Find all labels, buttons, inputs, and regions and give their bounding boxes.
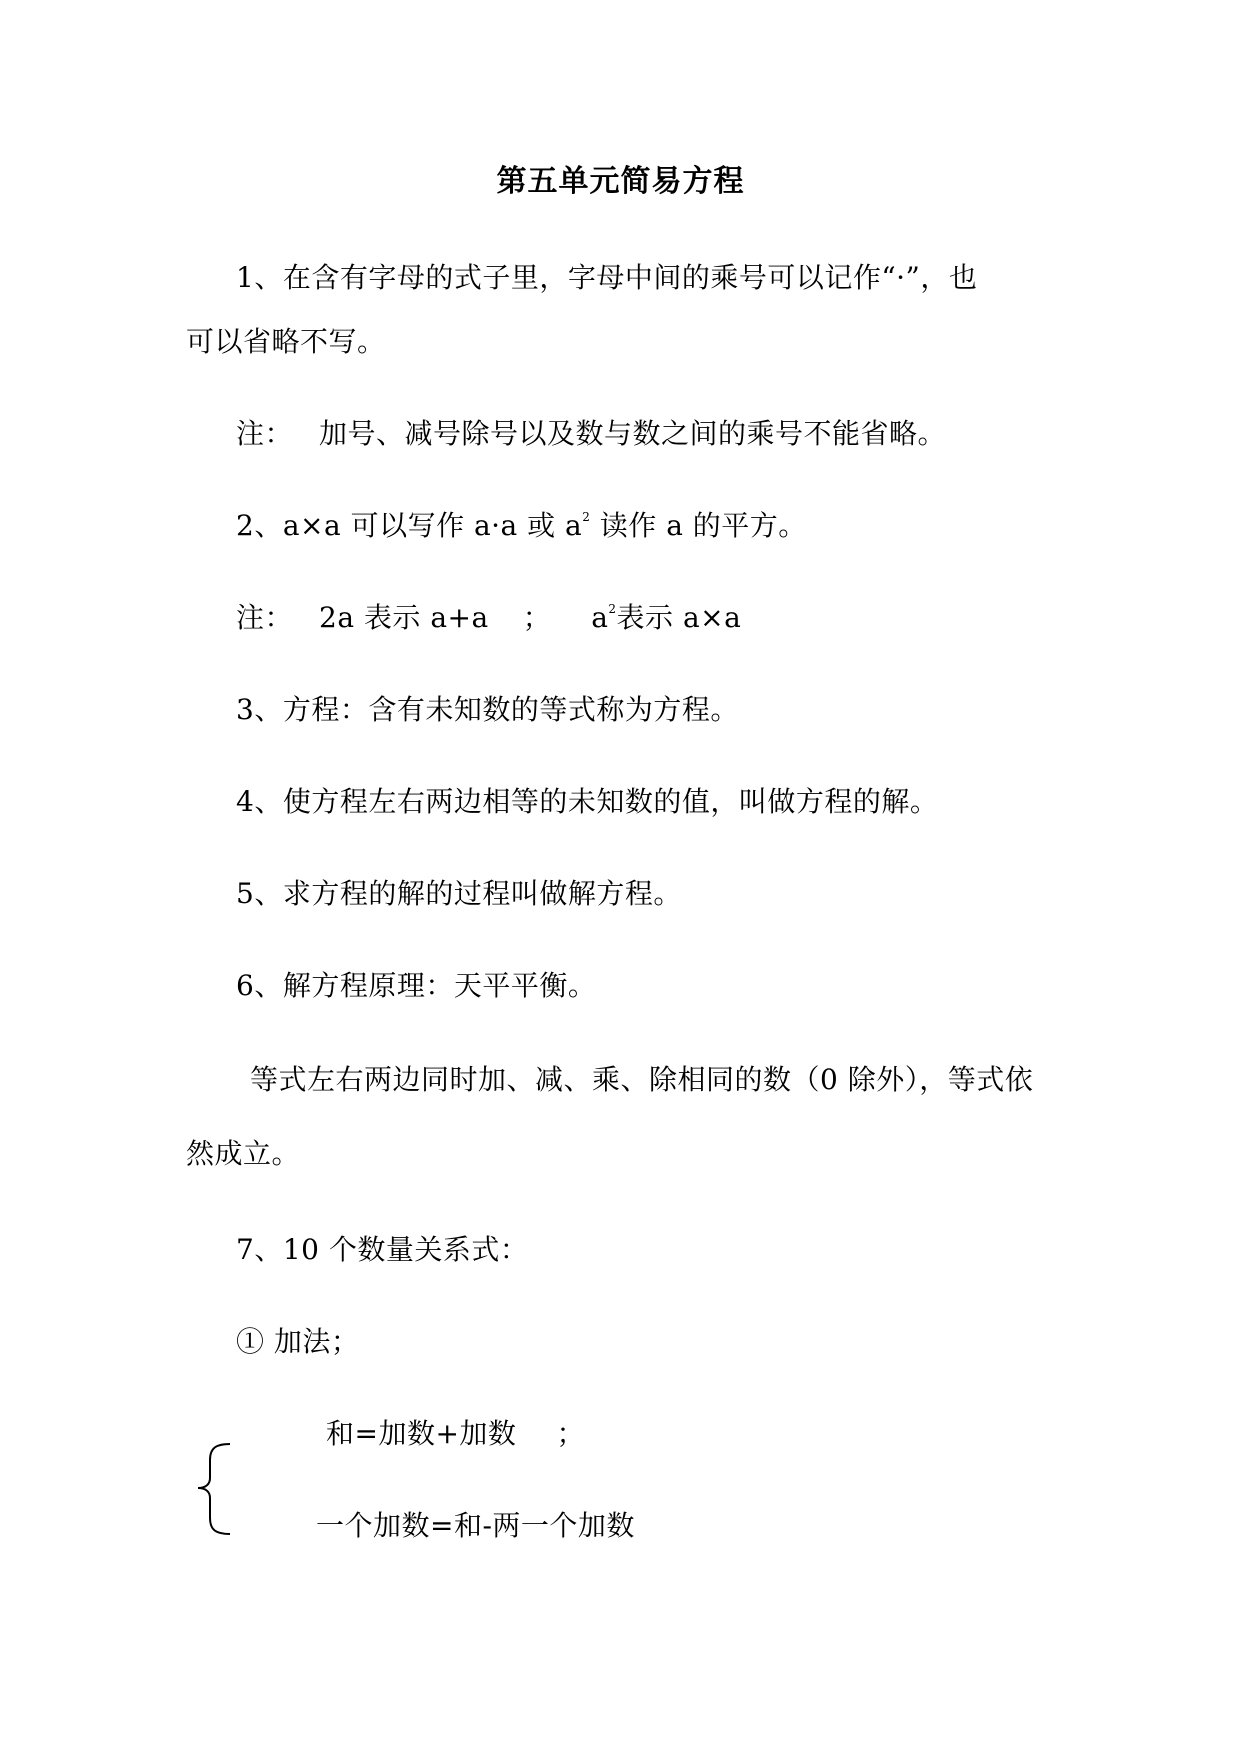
note-2-part-2: 表示 a×a [616, 601, 742, 634]
item-2-superscript: 2 [582, 510, 591, 524]
note-2-separator: ； [522, 601, 552, 634]
item-5: 5、求方程的解的过程叫做解方程。 [236, 877, 682, 910]
item-1-line-1: 1、在含有字母的式子里，字母中间的乘号可以记作“·”，也 [236, 261, 978, 294]
item-2-prefix: 2、a×a 可以写作 a·a 或 a [236, 509, 583, 542]
addition-formula-2: 一个加数=和-两一个加数 [316, 1509, 635, 1542]
item-2-suffix: 读作 a 的平方。 [590, 509, 807, 542]
addition-label: ① 加法； [236, 1325, 360, 1358]
addition-formula-1 [326, 1416, 585, 1452]
note-2 [236, 600, 741, 636]
left-brace-icon [196, 1438, 236, 1538]
note-2-part-1: 2a 表示 a+a [319, 601, 489, 634]
note-2-base: a [591, 601, 609, 634]
item-6: 6、解方程原理：天平平衡。 [236, 969, 597, 1002]
principle-line-1: 等式左右两边同时加、减、乘、除相同的数（0 除外），等式依 [250, 1063, 1034, 1096]
note-1 [236, 416, 946, 452]
item-4: 4、使方程左右两边相等的未知数的值，叫做方程的解。 [236, 785, 939, 818]
item-1-line-2: 可以省略不写。 [186, 325, 386, 358]
item-7: 7、10 个数量关系式： [236, 1233, 529, 1266]
note-1-label: 注： [236, 417, 294, 450]
note-2-label: 注： [236, 601, 294, 634]
addition-formula-1-text: 和=加数+加数 [326, 1417, 517, 1450]
item-2 [236, 508, 807, 544]
principle-line-2: 然成立。 [186, 1137, 301, 1170]
addition-formula-1-separator: ； [556, 1417, 585, 1450]
note-2-superscript: 2 [608, 602, 617, 616]
item-3: 3、方程：含有未知数的等式称为方程。 [236, 693, 739, 726]
note-1-text: 加号、减号除号以及数与数之间的乘号不能省略。 [319, 417, 947, 450]
page-title: 第五单元简易方程 [496, 164, 745, 199]
